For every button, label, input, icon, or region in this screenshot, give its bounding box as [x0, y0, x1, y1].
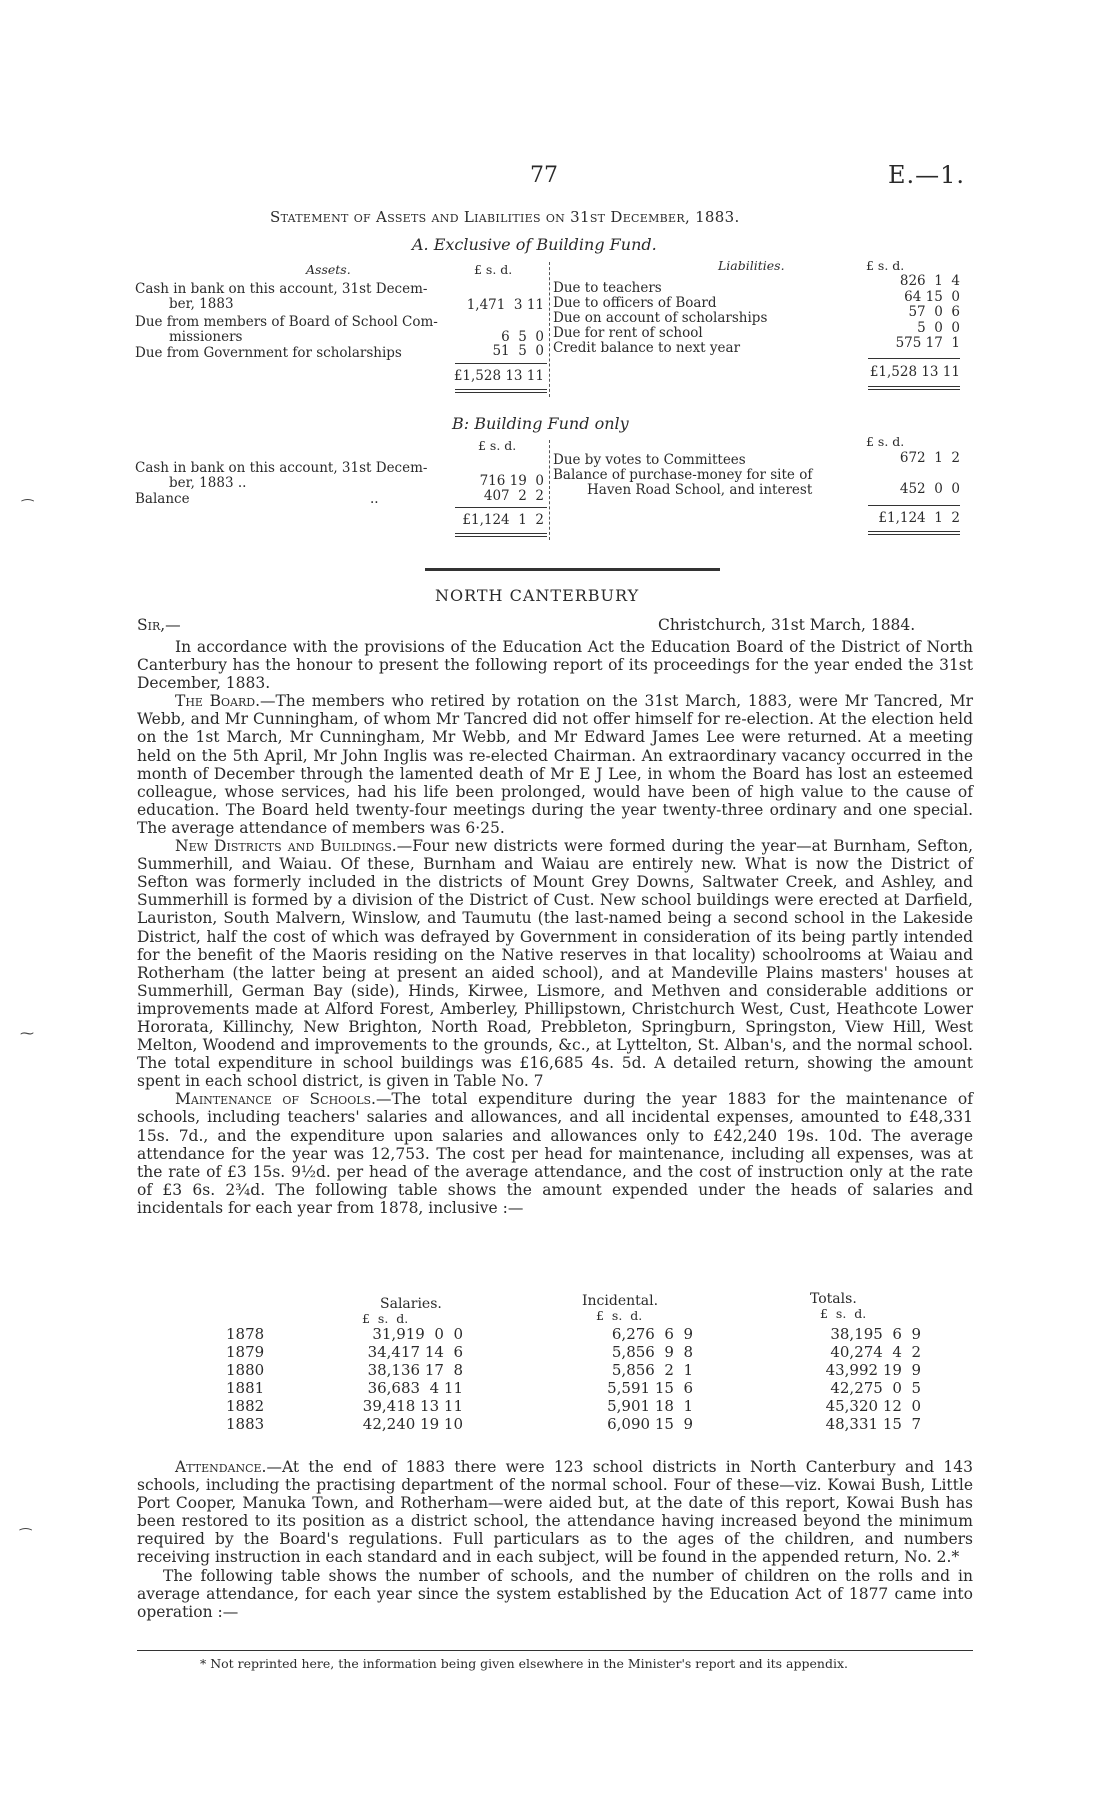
table-row	[226, 1325, 926, 1343]
totals-cell: 40,274 4 2	[830, 1343, 921, 1361]
column-divider	[549, 262, 550, 397]
lsd-heading-liabilities-b: £ s. d.	[866, 434, 905, 449]
asset-row	[135, 461, 445, 491]
total-rule	[868, 358, 960, 359]
asset-label-cont: ber, 1883	[169, 296, 234, 312]
year-cell: 1882	[226, 1397, 265, 1415]
liability-label: Due by votes to Committees	[553, 452, 746, 468]
incidental-cell: 6,090 15 9	[607, 1415, 693, 1433]
table-row	[226, 1397, 926, 1415]
assets-label: Assets.	[306, 262, 351, 277]
report-body	[137, 638, 973, 1217]
totals-cell: 45,320 12 0	[825, 1397, 921, 1415]
maintenance-text: —The total expenditure during the year 1883 for the maintenance of schools, including teachers' salaries and allowances, and all incidental expenses, amounted to £48,331 15s. 7d., and the expenditure upon salaries and allowances only to £42,240 19s. 10d. The average attendance for the year was 12,753. The cost per head for maintenance, including all expenses, was at the rate of £3 15s. 9½d. per head of the average attendance, and the cost of instruction only at the rate of £3 6s. 2¾d. The following table shows the amount expended under the heads of salaries and incidentals for each year from 1878, inclusive :—	[137, 1090, 973, 1217]
intro-paragraph: In accordance with the provisions of the Education Act the Education Board of the District of North Canterbury has the honour to present the following report of its proceedings for the year ended the 31st December, 1883.	[137, 638, 973, 693]
districts-heading: New Districts and Buildings.	[175, 837, 397, 856]
liability-amount: 5 0 0	[917, 319, 960, 336]
incidental-cell: 5,856 2 1	[611, 1361, 693, 1379]
page-number: 77	[530, 163, 558, 188]
lsd-heading-incidental: £ s. d.	[596, 1308, 643, 1323]
totals-cell: 42,275 0 5	[830, 1379, 921, 1397]
liability-amount: 826 1 4	[899, 273, 960, 289]
liability-amount: 672 1 2	[899, 450, 960, 466]
lsd-heading-assets-b: £ s. d.	[478, 438, 517, 453]
salaries-cell: 42,240 19 10	[362, 1415, 463, 1433]
liabilities-list-a	[553, 281, 883, 356]
districts-paragraph	[137, 837, 973, 1090]
asset-amount: 6 5 0	[501, 329, 544, 345]
asset-row	[135, 282, 445, 312]
column-header-totals: Totals.	[810, 1291, 857, 1307]
incidental-cell: 5,901 18 1	[607, 1397, 693, 1415]
section-a-heading: A. Exclusive of Building Fund.	[412, 235, 657, 254]
salaries-cell: 34,417 14 6	[367, 1343, 463, 1361]
total-rule	[868, 386, 960, 387]
margin-mark: ⁓	[20, 1026, 34, 1042]
liability-label: Balance of purchase-money for site of	[553, 467, 813, 483]
table-row	[226, 1415, 926, 1433]
asset-amount: 716 19 0	[479, 473, 544, 489]
year-cell: 1881	[226, 1379, 265, 1397]
liability-row	[553, 468, 873, 498]
section-separator	[425, 568, 720, 571]
liability-amount: 575 17 1	[895, 335, 960, 351]
page-reference: E.—1.	[888, 161, 966, 189]
table-row	[226, 1379, 926, 1397]
margin-mark: ⁔	[20, 1515, 32, 1531]
asset-amount: 1,471 3 11	[466, 297, 544, 313]
totals-cell: 48,331 15 7	[825, 1415, 921, 1433]
column-divider	[549, 440, 550, 540]
year-cell: 1880	[226, 1361, 265, 1379]
liabilities-total-a: £1,528 13 11	[869, 364, 960, 380]
year-cell: 1878	[226, 1325, 265, 1343]
total-rule	[455, 507, 547, 508]
column-header-incidental: Incidental.	[582, 1293, 659, 1309]
lsd-heading-assets-a: £ s. d.	[474, 262, 513, 277]
year-cell: 1879	[226, 1343, 265, 1361]
totals-cell: 43,992 19 9	[825, 1361, 921, 1379]
attendance-body	[137, 1458, 973, 1621]
table-row	[226, 1343, 926, 1361]
asset-amount: 51 5 0	[492, 343, 544, 359]
asset-label: Due from Government for scholarships	[135, 345, 402, 361]
liability-label: Due on account of scholarships	[553, 310, 768, 326]
total-rule	[455, 363, 547, 364]
salaries-cell: 38,136 17 8	[367, 1361, 463, 1379]
total-rule	[868, 389, 960, 390]
footnote-rule	[137, 1650, 973, 1651]
assets-total-a: £1,528 13 11	[453, 368, 544, 384]
lsd-heading-liabilities-a: £ s. d.	[866, 258, 905, 273]
total-rule	[455, 389, 547, 390]
incidental-cell: 5,856 9 8	[611, 1343, 693, 1361]
maintenance-heading: Maintenance of Schools.	[175, 1090, 376, 1109]
footnote: * Not reprinted here, the information being given elsewhere in the Minister's report and its appendix.	[200, 1656, 848, 1671]
liability-amounts-a	[850, 274, 960, 352]
liabilities-label: Liabilities.	[718, 258, 785, 273]
margin-mark: ⁔	[22, 486, 34, 502]
liability-amount: 64 15 0	[904, 288, 960, 305]
total-rule	[868, 505, 960, 506]
total-rule	[868, 534, 960, 535]
column-header-salaries: Salaries.	[380, 1296, 442, 1312]
board-paragraph	[137, 692, 973, 837]
report-heading: NORTH CANTERBURY	[435, 586, 640, 605]
asset-label-cont: ber, 1883 ..	[169, 475, 247, 491]
asset-label-cont: missioners	[169, 329, 243, 345]
asset-label: Cash in bank on this account, 31st Decem-	[135, 460, 428, 476]
attendance-heading: Attendance.	[175, 1458, 267, 1476]
asset-label: Balance	[135, 491, 190, 507]
liability-label: Due for rent of school	[553, 325, 703, 341]
total-rule	[455, 536, 547, 537]
totals-cell: 38,195 6 9	[830, 1325, 921, 1343]
attendance-paragraph	[137, 1458, 973, 1567]
liability-label: Credit balance to next year	[553, 340, 741, 356]
asset-row	[135, 315, 445, 345]
statement-title: Statement of Assets and Liabilities on 31st December, 1883.	[270, 208, 740, 226]
liability-label: Due to officers of Board	[553, 295, 717, 311]
table-intro-paragraph: The following table shows the number of schools, and the number of children on the rolls and in average attendance, for each year since the system established by the Education Act of 1877 came into operation :—	[137, 1566, 973, 1621]
board-text: —The members who retired by rotation on the 31st March, 1883, were Mr Tancred, Mr Webb, and Mr Cunningham, of whom Mr Tancred did not offer himself for re-election. At the election held on the 1st March, Mr Cunningham, Mr Webb, and Mr Edward James Lee were returned. At a meeting held on the 5th April, Mr John Inglis was re-elected Chairman. An extraordinary vacancy occurred in the month of December through the lamented death of Mr E J Lee, in whom the Board has lost an esteemed colleague, whose services, had his life been prolonged, would have been of high value to the cause of education. The Board held twenty-four meetings during the year twenty-three ordinary and one special. The average attendance of members was 6·25.	[137, 692, 973, 837]
lsd-heading-totals: £ s. d.	[820, 1306, 867, 1321]
liabilities-total-b: £1,124 1 2	[878, 510, 960, 526]
section-b-heading: B: Building Fund only	[452, 414, 629, 433]
salaries-cell: 39,418 13 11	[362, 1397, 463, 1415]
leader-dots: ..	[370, 491, 379, 507]
salaries-cell: 36,683 4 11	[367, 1379, 463, 1397]
year-cell: 1883	[226, 1415, 265, 1433]
expenditure-table	[226, 1325, 926, 1433]
lsd-heading-salaries: £ s. d.	[362, 1311, 409, 1326]
liability-amount: 57 0 6	[908, 304, 960, 320]
total-rule	[868, 531, 960, 532]
total-rule	[455, 392, 547, 393]
attendance-text: —At the end of 1883 there were 123 school districts in North Canterbury and 143 schools, including the practising department of the normal school. Four of these—viz. Kowai Bush, Little Port Cooper, Manuka Town, and Rotherham—were aided but, at the date of this report, Kowai Bush has been restored to its position as a district school, the attendance having increased beyond the minimum required by the Board's regulations. Full particulars as to the ages of the children, and numbers receiving instruction in each standard and in each subject, will be found in the appended return, No. 2.*	[137, 1458, 973, 1567]
board-heading: The Board.	[175, 692, 261, 711]
incidental-cell: 5,591 15 6	[607, 1379, 693, 1397]
liability-label: Due to teachers	[553, 280, 662, 296]
dateline: Christchurch, 31st March, 1884.	[658, 616, 916, 634]
table-row	[226, 1361, 926, 1379]
assets-total-b: £1,124 1 2	[462, 512, 544, 528]
liability-amount: 452 0 0	[899, 481, 960, 497]
total-rule	[455, 533, 547, 534]
salaries-cell: 31,919 0 0	[372, 1325, 463, 1343]
incidental-cell: 6,276 6 9	[611, 1325, 693, 1343]
salutation: Sir,—	[137, 616, 181, 634]
asset-label: Cash in bank on this account, 31st Decem-	[135, 281, 428, 297]
maintenance-paragraph	[137, 1090, 973, 1217]
districts-text: —Four new districts were formed during the year—at Burnham, Sefton, Summerhill, and Waiau. Of these, Burnham and Waiau are entirely new. What is now the District of Sefton was formerly included in the districts of Mount Grey Downs, Saltwater Creek, and Ashley, and Summerhill is formed by a division of the District of Cust. New school buildings were erected at Darfield, Lauriston, South Malvern, Winslow, and Taumutu (the last-named being a second school in the Lakeside District, half the cost of which was defrayed by Government in consideration of its being partly intended for the benefit of the Maoris residing on the Native reserves in that locality) schoolrooms at Waiau and Rotherham (the latter being at present an aided school), and at Mandeville Plains masters' houses at Summerhill, German Bay (side), Hinds, Kirwee, Lismore, and Methven and considerable additions or improvements made at Alford Forest, Amberley, Phillipstown, Christchurch West, Cust, Heathcote Lower Hororata, Killinchy, New Brighton, North Road, Prebbleton, Springburn, Springston, View Hill, West Melton, Woodend and improvements to the grounds, &c., at Lyttelton, St. Alban's, and the normal school. The total expenditure in school buildings was £16,685 4s. 5d. A detailed return, showing the amount spent in each school district, is given in Table No. 7	[137, 837, 973, 1091]
asset-amount: 407 2 2	[483, 488, 544, 504]
liability-label-cont: Haven Road School, and interest	[587, 482, 813, 498]
asset-label: Due from members of Board of School Com-	[135, 314, 438, 330]
